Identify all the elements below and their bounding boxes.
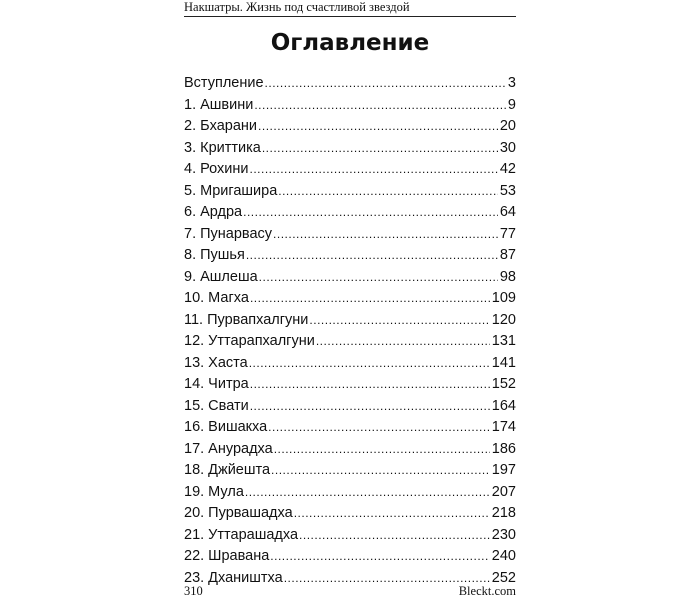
toc-entry <box>184 310 516 332</box>
toc-entry-page: 218 <box>491 505 516 521</box>
toc-entry <box>184 353 516 375</box>
toc-entry-label: 18. Джйешта <box>184 462 271 478</box>
toc-entry-label: 12. Уттарапхалгуни <box>184 333 315 349</box>
toc-entry-label: 5. Мригашира <box>184 182 278 199</box>
toc-entry <box>184 439 516 461</box>
toc-entry <box>184 95 516 117</box>
toc-entry-page: 197 <box>491 462 516 478</box>
toc-entry <box>184 396 516 418</box>
toc-leader <box>270 546 490 568</box>
toc-entry <box>184 374 516 396</box>
toc-leader <box>271 460 490 482</box>
toc-entry-page: 186 <box>491 440 516 457</box>
toc-leader <box>316 331 490 353</box>
toc-entry-page: 98 <box>499 268 516 285</box>
toc-entry-page: 77 <box>499 225 516 242</box>
toc-entry <box>184 546 516 568</box>
toc-entry <box>184 138 516 160</box>
toc-entry-page: 174 <box>491 419 516 435</box>
running-footer <box>184 584 516 600</box>
toc-entry-page: 42 <box>499 161 516 177</box>
toc-entry <box>184 159 516 181</box>
toc-entry-page: 9 <box>507 96 516 113</box>
toc-leader <box>309 310 489 332</box>
toc-entry-page: 120 <box>491 311 516 328</box>
toc-entry-page: 53 <box>499 182 516 199</box>
toc-entry <box>184 116 516 138</box>
toc-leader <box>245 482 490 504</box>
site-name: Bleckt.com <box>458 584 516 598</box>
toc-entry-label: 6. Ардра <box>184 204 243 220</box>
toc-entry-page: 252 <box>491 569 516 586</box>
toc-leader <box>278 181 498 203</box>
toc-entry <box>184 331 516 353</box>
toc-leader <box>258 116 498 138</box>
toc-entry <box>184 202 516 224</box>
toc-entry-page: 230 <box>491 526 516 543</box>
toc-entry-label: 19. Мула <box>184 483 244 500</box>
toc-entry-page: 207 <box>491 483 516 500</box>
toc-leader <box>250 288 490 310</box>
toc-entry-page: 20 <box>499 118 516 134</box>
toc-entry <box>184 525 516 547</box>
toc-entry-label: 11. Пурвапхалгуни <box>184 311 309 328</box>
toc-leader <box>250 159 498 181</box>
toc-leader <box>249 353 490 375</box>
toc-entry-page: 64 <box>499 204 516 220</box>
toc-entry-page: 141 <box>491 354 516 371</box>
toc-entry-label: 1. Ашвини <box>184 96 254 113</box>
toc-entry-label: 2. Бхарани <box>184 118 258 134</box>
toc-entry-label: 23. Дхаништха <box>184 569 283 586</box>
toc-list <box>184 73 516 589</box>
toc-entry <box>184 267 516 289</box>
toc-entry-page: 164 <box>491 397 516 414</box>
toc-leader <box>299 525 490 547</box>
toc-leader <box>250 374 490 396</box>
toc-entry <box>184 245 516 267</box>
toc-entry-label: 17. Анурадха <box>184 440 273 457</box>
toc-entry <box>184 460 516 482</box>
toc-leader <box>254 95 506 117</box>
toc-leader <box>294 503 490 525</box>
toc-entry-label: 15. Свати <box>184 397 249 414</box>
toc-entry <box>184 181 516 203</box>
toc-entry <box>184 224 516 246</box>
toc-entry-page: 109 <box>491 290 516 306</box>
toc-entry-label: 4. Рохини <box>184 161 249 177</box>
toc-entry-page: 3 <box>507 75 516 91</box>
toc-entry-label: 7. Пунарвасу <box>184 225 273 242</box>
toc-entry-label: 13. Хаста <box>184 354 248 371</box>
toc-entry-page: 30 <box>499 139 516 156</box>
page-title: Оглавление <box>270 30 430 56</box>
toc-entry-label: 16. Вишакха <box>184 419 268 435</box>
toc-entry <box>184 482 516 504</box>
toc-leader <box>268 417 490 439</box>
toc-entry-label: 21. Уттарашадха <box>184 526 299 543</box>
toc-leader <box>262 138 498 160</box>
toc-leader <box>259 267 498 289</box>
toc-entry-label: 20. Пурвашадха <box>184 505 293 521</box>
toc-leader <box>274 439 490 461</box>
toc-entry-page: 152 <box>491 376 516 392</box>
toc-entry-label: 22. Шравана <box>184 548 270 564</box>
toc-entry <box>184 417 516 439</box>
running-header: Накшатры. Жизнь под счастливой звездой <box>184 0 516 17</box>
toc-entry-page: 240 <box>491 548 516 564</box>
toc-entry-label: 14. Читра <box>184 376 249 392</box>
toc-entry <box>184 288 516 310</box>
toc-leader <box>243 202 498 224</box>
toc-entry-label: 8. Пушья <box>184 247 245 263</box>
toc-entry <box>184 73 516 95</box>
toc-entry-label: 9. Ашлеша <box>184 268 258 285</box>
toc-leader <box>265 73 506 95</box>
toc-entry-page: 131 <box>491 333 516 349</box>
toc-leader <box>273 224 498 246</box>
toc-entry-label: Вступление <box>184 75 264 91</box>
toc-leader <box>246 245 498 267</box>
page-number: 310 <box>184 584 203 598</box>
toc-leader <box>250 396 490 418</box>
toc-entry <box>184 503 516 525</box>
toc-entry-label: 3. Криттика <box>184 139 261 156</box>
toc-entry-label: 10. Магха <box>184 290 249 306</box>
toc-entry-page: 87 <box>499 247 516 263</box>
